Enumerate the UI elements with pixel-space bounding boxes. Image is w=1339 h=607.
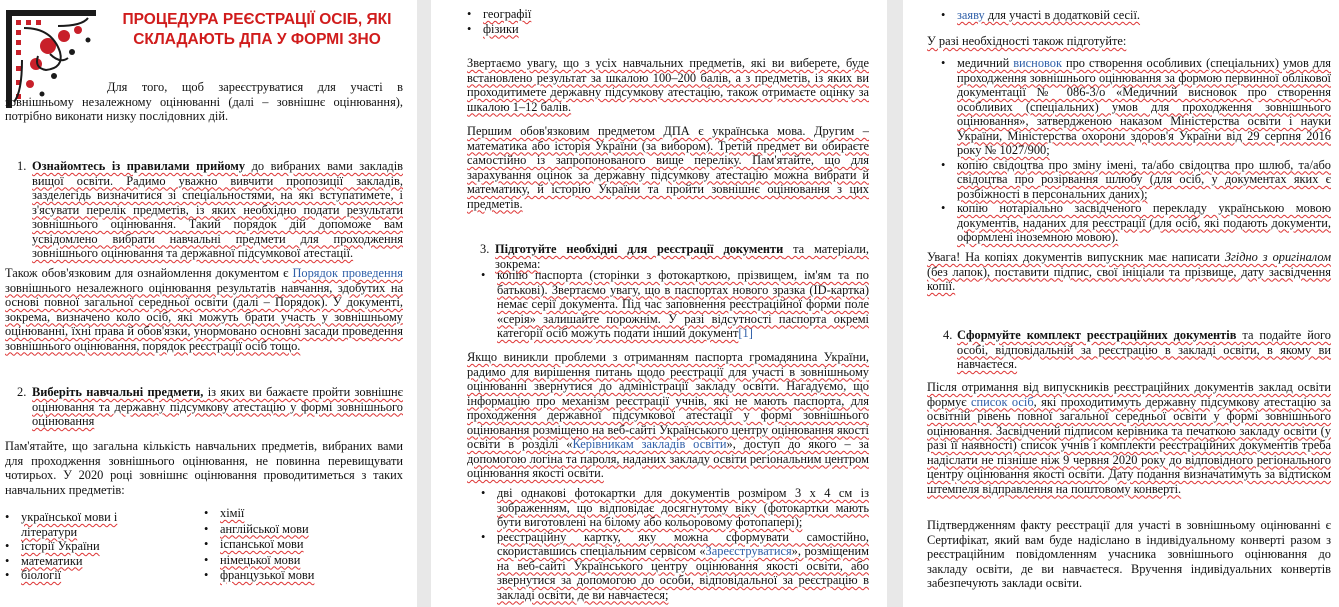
application-link[interactable]: заяву	[957, 8, 985, 22]
page-title: ПРОЦЕДУРА РЕЄСТРАЦІЇ ОСІБ, ЯКІ СКЛАДАЮТЬ ДПА У ФОРМІ ЗНО	[122, 11, 392, 48]
list-item: • української мови і літератури	[5, 510, 135, 539]
register-link[interactable]: Зареєструватися	[705, 544, 792, 558]
step4-text: та подайте його особі, відповідальній за реєстрацію в закладі освіти, в якому ви навчаєтеся.	[957, 328, 1331, 371]
list-item	[481, 268, 869, 341]
scale-paragraph: Звертаємо увагу, що з усіх навчальних предметів, які ви виберете, буде встановлено результат за шкалою 100–200 балів, а з предметів, із яких ви проходитимете державну підсумкову атестацію, також отримаєте оцінку за шкалою 1–12 балів.	[467, 56, 869, 114]
list-item: • німецької мови	[204, 553, 384, 569]
step3-text: та матеріали, зокрема:	[495, 242, 869, 271]
school-list-text-end: , які проходитимуть державну підсумкову атестацію за освітній рівень повної загальної середньої освіти у формі зовнішнього оцінювання. Засвідчений підписом керівника та печаткою закладу освіти (у разі її наявності) список учнів і комплекти реєстраційних документів треба надіслати не пізніше ніж 9 червня 2020 року до відповідного регіонального центру оцінювання якості освіти. Дату подання визначатимуть за відтиском штемпеля відправлення на поштовому конверті.	[927, 394, 1332, 496]
document-page-3	[903, 0, 1339, 607]
passport-problem-text-start: Якщо виникли проблеми з отриманням паспорта громадянина України, радимо для вирішення питань щодо реєстрації для участі в зовнішньому оцінюванні звернутися до адміністрації закладу освіти. Нагадуємо, що інформацію про механізм реєстрації учнів, які не мають паспорта, для проходження державної підсумкової атестації у формі зовнішнього оцінювання розміщено на веб-сайті Українського центру оцінювання якості освіти в розділі «	[467, 350, 869, 451]
step4-paragraph	[957, 328, 1331, 372]
list-item: • французької мови	[204, 568, 384, 584]
passport-item-text: копію паспорта (сторінки з фотокарткою, прізвищем, ім'ям та по батькові). Звертаємо увагу, що в паспортах нового зразка (ID-картка) немає серії документа. Під час заповнення реєстраційної форми поле «серія» залишайте порожнім. У разі відсутності паспорта окремі категорії осіб можуть подати інший документ	[497, 268, 869, 340]
step2-paragraph	[32, 385, 403, 429]
step2-heading: Виберіть навчальні предмети,	[32, 385, 204, 399]
document-page-2	[431, 0, 887, 607]
step3-number: 3.	[480, 242, 490, 256]
list-item: • математики	[5, 554, 135, 569]
passport-problem-text-end: », доступ до якого – за допомогою логіна та пароля, наданих закладу освіти регіональним центром оцінювання якості освіти.	[467, 437, 869, 480]
list-item: • фізики	[467, 22, 667, 37]
list-item: • географії	[467, 7, 667, 22]
subjects-intro-paragraph: Пам'ятайте, що загальна кількість навчальних предметів, вибраних вами для проходження зовнішнього оцінювання, не повинна перевищувати чотирьох. У 2020 році зовнішнє оцінювання проводитиметься з таких навчальних предметів:	[5, 439, 403, 497]
subjects-list-continued	[467, 7, 667, 36]
intro-paragraph: Для того, щоб зареєструватися для участі в зовнішньому незалежному оцінюванні (далі – зовнішнє оцінювання), потрібно виконати низку послідовних дій.	[5, 80, 403, 123]
optional-documents-list	[941, 56, 1331, 245]
registration-card-text-end: », розміщеним на веб-сайті Українського центру оцінювання якості освіти, або звернутися за допомогою до особи, відповідальної за реєстрацію в закладі освіти, де ви навчаєтеся;	[497, 544, 870, 602]
list-item	[941, 56, 1331, 158]
documents-list-2	[481, 486, 869, 602]
step4-heading: Сформуйте комплект реєстраційних документів	[957, 328, 1237, 342]
list-item: • дві однакові фотокартки для документів розміром 3 х 4 см із зображенням, що відповідає досягнутому віку (фотокартки мають бути виготовлені на білому або кольоровому фотопапері);	[481, 486, 869, 530]
subjects-list-right	[204, 506, 384, 584]
school-list-text-start: Після отримання від випускників реєстраційних документів заклад освіти формує	[927, 380, 1331, 409]
procedure-paragraph	[5, 266, 403, 353]
attention-text-start: Увага! На копіях документів випускник має написати	[927, 250, 1225, 264]
medical-text-start: медичний	[957, 56, 1014, 70]
step1-number: 1.	[17, 159, 27, 173]
documents-list-1	[481, 268, 869, 341]
document-page-1	[0, 0, 417, 607]
documents-list-3	[941, 8, 1331, 23]
application-text: для участі в додатковій сесії.	[984, 8, 1141, 22]
school-heads-link[interactable]: Керівникам закладів освіти	[572, 437, 727, 451]
attention-text-end: (без лапок), поставити підпис, свої ініціали та прізвище, дату засвідчення копії.	[927, 264, 1331, 293]
list-item: • копію свідоцтва про зміну імені, та/або свідоцтва про шлюб, та/або свідоцтва про розірвання шлюбу (для осіб, у документах яких є розбіжності в персональних даних);	[941, 158, 1331, 202]
procedure-text-start: Також обов'язковим для ознайомлення документом є	[5, 266, 293, 280]
attention-italic: Згідно з оригіналом	[1224, 250, 1331, 264]
list-item	[481, 530, 869, 603]
list-item: • історії України	[5, 539, 135, 554]
step2-text: із яких ви бажаєте пройти зовнішнє оцінювання та державну підсумкову атестацію у формі зовнішнього оцінювання	[32, 385, 403, 428]
list-of-persons-link[interactable]: список осіб	[971, 394, 1034, 409]
medical-text-end: про створення особливих (спеціальних) умов для проходження зовнішнього оцінювання за формою первинної облікової документації № 086-3/о «Медичний висновок про створення особливих (спеціальних) умов для проходження зовнішнього оцінювання», затвердженою наказом Міністерства освіти і науки України, Міністерства охорони здоров'я України від 29 серпня 2016 року № 1027/900;	[957, 56, 1331, 157]
list-item: • біології	[5, 568, 135, 583]
step3-heading: Підготуйте необхідні для реєстрації документи	[495, 242, 784, 256]
passport-problem-paragraph	[467, 350, 869, 481]
step4-number: 4.	[943, 328, 953, 342]
step1-heading: Ознайомтесь із правилами прийому	[32, 159, 246, 173]
step1-text: до вибраних вами закладів вищої освіти. Радимо уважно вивчити пропозиції закладів, зазделегідь визначитися зі спеціальностями, на які вступатимете, і з'ясувати перелік предметів, із яких необхідно подати результати зовнішнього оцінювання. Такий порядок дій допоможе вам усвідомлено вибрати навчальні предмети для проходження зовнішнього оцінювання та державної підсумкової атестації.	[32, 159, 403, 260]
registration-card-text-start: реєстраційну картку, яку можна сформувати самостійно, скориставшись спеціальним сервісом «	[497, 529, 869, 558]
list-item: • англійської мови	[204, 522, 384, 538]
school-list-paragraph	[927, 380, 1331, 496]
procedure-text-end: зовнішнього незалежного оцінювання результатів навчання, здобутих на основі повної загальної середньої освіти (далі – Порядок). У документі, зокрема, визначено коло осіб, які можуть брати участь у зовнішньому оцінюванні, їхні права й обов'язки, унормовано основні засади проведення зовнішнього оцінювання, порядок реєстрації осіб тощо.	[5, 280, 403, 353]
list-item: • копію нотаріально засвідченого перекладу українською мовою документів, наданих для реєстрації (для осіб, які подають документи, оформлені іноземною мовою).	[941, 201, 1331, 245]
attention-paragraph	[927, 250, 1331, 294]
list-item	[941, 8, 1331, 23]
certificate-paragraph: Підтвердженням факту реєстрації для участі в зовнішньому оцінюванні є Сертифікат, який вам буде надіслано в індивідуальному конверті разом з реєстраційним повідомленням учасника зовнішнього оцінювання до закладу освіти, де ви навчаєтеся. Вручення індивідуальних конвертів забезпечують заклади освіти.	[927, 518, 1331, 590]
step3-paragraph	[495, 242, 869, 271]
medical-conclusion-link[interactable]: висновок	[1013, 56, 1062, 70]
step2-number: 2.	[17, 385, 27, 399]
dpa-paragraph: Першим обов'язковим предметом ДПА є українська мова. Другим – математика або історія України (за вибором). Третій предмет ви обираєте самостійно із запропонованого вище переліку. Пам'ятайте, що для зарахування оцінок за державну підсумкову атестацію можна вибрати й математику, й історію України та пройти зовнішнє оцінювання з цих предметів.	[467, 124, 869, 211]
list-item: • хімії	[204, 506, 384, 522]
step1-paragraph	[32, 159, 403, 261]
footnote-link[interactable]: [1]	[738, 326, 753, 340]
procedure-link[interactable]: Порядок проведення	[292, 266, 403, 280]
list-item: • іспанської мови	[204, 537, 384, 553]
subjects-list-left	[5, 510, 135, 583]
also-prepare-label: У разі необхідності також підготуйте:	[927, 34, 1127, 48]
